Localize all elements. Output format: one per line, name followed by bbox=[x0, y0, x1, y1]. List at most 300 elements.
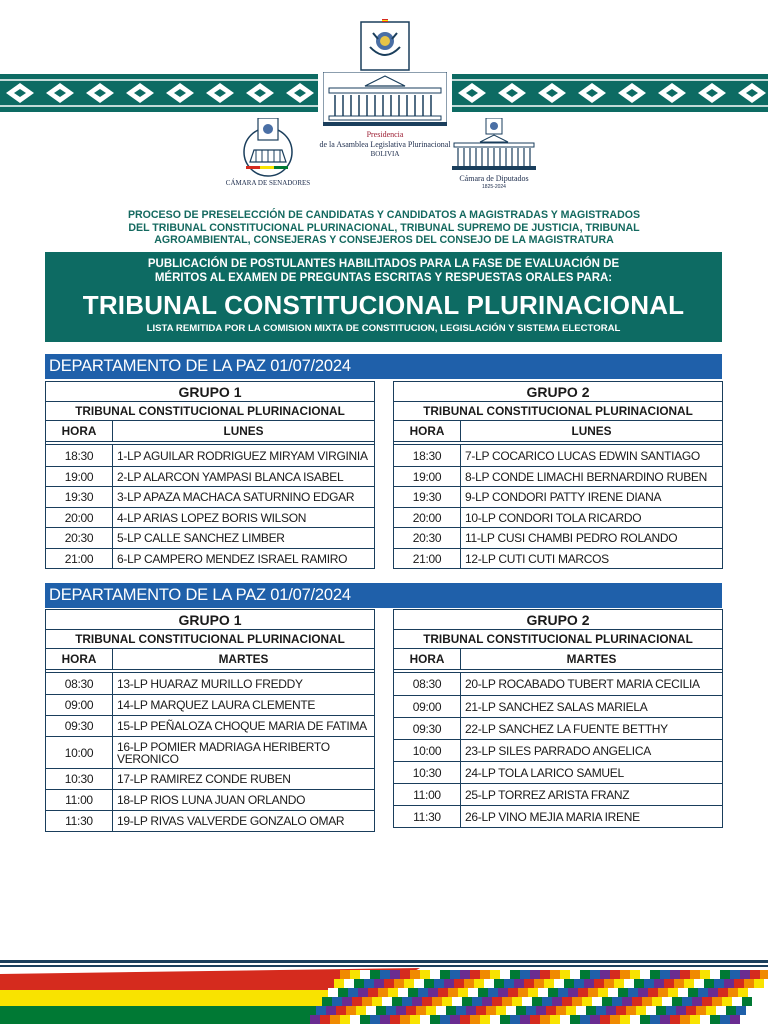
wiphala-square bbox=[566, 1006, 576, 1015]
wiphala-square bbox=[672, 997, 682, 1006]
wiphala-square bbox=[646, 1006, 656, 1015]
wiphala-square bbox=[400, 970, 410, 979]
wiphala-square bbox=[530, 1015, 540, 1024]
wiphala-square bbox=[340, 970, 350, 979]
wiphala-square bbox=[384, 979, 394, 988]
wiphala-square bbox=[716, 1006, 726, 1015]
time-cell: 09:00 bbox=[46, 695, 113, 715]
candidate-cell: 1-LP AGUILAR RODRIGUEZ MIRYAM VIRGINIA bbox=[117, 448, 368, 463]
wiphala-square bbox=[338, 988, 348, 997]
wiphala-square bbox=[440, 1015, 450, 1024]
wiphala-square bbox=[468, 988, 478, 997]
wiphala-square bbox=[490, 970, 500, 979]
publication-line-1: PUBLICACIÓN DE POSTULANTES HABILITADOS PARA LA FASE DE EVALUACIÓN DE bbox=[147, 258, 620, 270]
wiphala-square bbox=[348, 988, 358, 997]
group-title: GRUPO 1 bbox=[46, 382, 374, 402]
wiphala-square bbox=[544, 979, 554, 988]
wiphala-square bbox=[604, 979, 614, 988]
wiphala-square bbox=[394, 979, 404, 988]
wiphala-square bbox=[536, 1006, 546, 1015]
wiphala-square bbox=[630, 1015, 640, 1024]
wiphala-square bbox=[610, 1015, 620, 1024]
wiphala-square bbox=[364, 979, 374, 988]
wiphala-square bbox=[380, 970, 390, 979]
wiphala-square bbox=[668, 988, 678, 997]
wiphala-square bbox=[392, 997, 402, 1006]
candidate-cell: 2-LP ALARCON YAMPASI BLANCA ISABEL bbox=[117, 469, 344, 484]
palace-building-icon bbox=[323, 72, 447, 126]
table-body bbox=[394, 673, 722, 827]
wiphala-square bbox=[636, 1006, 646, 1015]
wiphala-square bbox=[526, 1006, 536, 1015]
wiphala-square bbox=[680, 1015, 690, 1024]
wiphala-square bbox=[434, 979, 444, 988]
commission-subtitle: LISTA REMITIDA POR LA COMISION MIXTA DE CONSTITUCION, LEGISLACIÓN Y SISTEMA ELECTORAL bbox=[146, 323, 621, 334]
wiphala-square bbox=[354, 979, 364, 988]
wiphala-square bbox=[490, 1015, 500, 1024]
wiphala-square bbox=[372, 997, 382, 1006]
wiphala-square bbox=[454, 979, 464, 988]
wiphala-square bbox=[404, 979, 414, 988]
wiphala-square bbox=[740, 970, 750, 979]
wiphala-square bbox=[432, 997, 442, 1006]
wiphala-square bbox=[366, 1006, 376, 1015]
time-cell: 20:30 bbox=[46, 528, 113, 548]
presidencia-logo bbox=[318, 14, 452, 158]
table-row bbox=[46, 445, 374, 466]
wiphala-square bbox=[594, 979, 604, 988]
wiphala-square bbox=[378, 988, 388, 997]
process-line-1: PROCESO DE PRESELECCIÓN DE CANDIDATAS Y CANDIDATOS A MAGISTRADAS Y MAGISTRADOS bbox=[127, 209, 641, 221]
candidate-cell: 7-LP COCARICO LUCAS EDWIN SANTIAGO bbox=[465, 448, 700, 463]
time-cell: 20:30 bbox=[394, 528, 461, 548]
wiphala-square bbox=[352, 997, 362, 1006]
wiphala-square bbox=[578, 988, 588, 997]
table-row bbox=[46, 466, 374, 486]
wiphala-square bbox=[414, 979, 424, 988]
wiphala-square bbox=[408, 988, 418, 997]
wiphala-square bbox=[514, 979, 524, 988]
table-row bbox=[394, 783, 722, 805]
wiphala-square bbox=[712, 997, 722, 1006]
table-body bbox=[46, 673, 374, 831]
table-row bbox=[394, 507, 722, 527]
wiphala-square bbox=[416, 1006, 426, 1015]
time-cell: 19:30 bbox=[46, 487, 113, 507]
time-cell: 20:00 bbox=[394, 508, 461, 527]
wiphala-square bbox=[530, 970, 540, 979]
wiphala-square bbox=[610, 970, 620, 979]
table-row bbox=[46, 810, 374, 831]
wiphala-square bbox=[580, 1015, 590, 1024]
header-pattern-band-left bbox=[0, 74, 318, 112]
wiphala-square bbox=[640, 970, 650, 979]
wiphala-square bbox=[624, 979, 634, 988]
wiphala-square bbox=[662, 997, 672, 1006]
wiphala-square bbox=[460, 1015, 470, 1024]
wiphala-square bbox=[698, 988, 708, 997]
wiphala-square bbox=[410, 970, 420, 979]
wiphala-square bbox=[436, 1006, 446, 1015]
day-header: MARTES bbox=[566, 652, 617, 666]
group-title: GRUPO 1 bbox=[46, 610, 374, 630]
table-row bbox=[46, 527, 374, 548]
time-cell: 11:30 bbox=[394, 806, 461, 827]
wiphala-square bbox=[638, 988, 648, 997]
candidate-cell: 13-LP HUARAZ MURILLO FREDDY bbox=[117, 676, 303, 691]
wiphala-square bbox=[620, 1015, 630, 1024]
wiphala-square bbox=[754, 979, 764, 988]
wiphala-square bbox=[472, 997, 482, 1006]
time-cell: 10:30 bbox=[394, 762, 461, 783]
wiphala-square bbox=[362, 997, 372, 1006]
table-row bbox=[46, 673, 374, 694]
wiphala-square bbox=[648, 988, 658, 997]
table-row bbox=[394, 717, 722, 739]
wiphala-square bbox=[650, 1015, 660, 1024]
table-row bbox=[394, 527, 722, 548]
wiphala-square bbox=[502, 997, 512, 1006]
wiphala-square bbox=[590, 970, 600, 979]
time-cell: 10:30 bbox=[46, 769, 113, 789]
wiphala-square bbox=[608, 988, 618, 997]
wiphala-square bbox=[702, 997, 712, 1006]
wiphala-square bbox=[360, 970, 370, 979]
hora-header: HORA bbox=[46, 421, 113, 441]
wiphala-square bbox=[728, 988, 738, 997]
hora-header: HORA bbox=[394, 421, 461, 441]
wiphala-square bbox=[328, 988, 338, 997]
wiphala-square bbox=[444, 979, 454, 988]
wiphala-square bbox=[724, 979, 734, 988]
group-tribunal: TRIBUNAL CONSTITUCIONAL PLURINACIONAL bbox=[46, 630, 374, 649]
wiphala-square bbox=[406, 1006, 416, 1015]
wiphala-square bbox=[410, 1015, 420, 1024]
wiphala-square bbox=[340, 1015, 350, 1024]
diputados-years: 1825-2024 bbox=[482, 184, 506, 190]
wiphala-square bbox=[690, 1015, 700, 1024]
wiphala-square bbox=[430, 970, 440, 979]
table-row bbox=[46, 548, 374, 568]
wiphala-square bbox=[310, 1015, 320, 1024]
wiphala-square bbox=[358, 988, 368, 997]
wiphala-square bbox=[474, 979, 484, 988]
senadores-caption: CÁMARA DE SENADORES bbox=[225, 179, 311, 187]
wiphala-square bbox=[320, 1015, 330, 1024]
candidate-cell: 12-LP CUTI CUTI MARCOS bbox=[465, 551, 609, 566]
candidate-cell: 6-LP CAMPERO MENDEZ ISRAEL RAMIRO bbox=[117, 551, 348, 566]
department-header: DEPARTAMENTO DE LA PAZ 01/07/2024 bbox=[45, 354, 722, 379]
wiphala-square bbox=[584, 979, 594, 988]
time-cell: 10:00 bbox=[46, 737, 113, 768]
wiphala-square bbox=[660, 970, 670, 979]
process-description bbox=[70, 209, 698, 247]
candidate-cell: 25-LP TORREZ ARISTA FRANZ bbox=[465, 787, 630, 802]
candidate-cell: 26-LP VINO MEJIA MARIA IRENE bbox=[465, 809, 640, 824]
coat-of-arms-icon bbox=[358, 19, 412, 73]
table-row bbox=[46, 694, 374, 715]
wiphala-square bbox=[428, 988, 438, 997]
wiphala-square bbox=[438, 988, 448, 997]
table-row bbox=[46, 715, 374, 736]
wiphala-square bbox=[686, 1006, 696, 1015]
wiphala-square bbox=[388, 988, 398, 997]
time-cell: 08:30 bbox=[394, 673, 461, 695]
wiphala-square bbox=[730, 970, 740, 979]
wiphala-square bbox=[450, 1015, 460, 1024]
wiphala-square bbox=[344, 979, 354, 988]
wiphala-square bbox=[550, 970, 560, 979]
deputies-building-icon bbox=[448, 118, 540, 174]
schedule-table-group-2 bbox=[393, 609, 723, 828]
wiphala-square bbox=[658, 988, 668, 997]
wiphala-square bbox=[506, 1006, 516, 1015]
wiphala-square bbox=[480, 1015, 490, 1024]
wiphala-square bbox=[700, 970, 710, 979]
wiphala-square bbox=[750, 970, 760, 979]
time-cell: 19:30 bbox=[394, 487, 461, 507]
wiphala-square bbox=[710, 1015, 720, 1024]
wiphala-square bbox=[550, 1015, 560, 1024]
wiphala-square bbox=[612, 997, 622, 1006]
wiphala-square bbox=[720, 1015, 730, 1024]
wiphala-square bbox=[732, 997, 742, 1006]
wiphala-square bbox=[316, 1006, 326, 1015]
wiphala-square bbox=[600, 1015, 610, 1024]
wiphala-square bbox=[528, 988, 538, 997]
wiphala-square bbox=[420, 1015, 430, 1024]
wiphala-square bbox=[470, 970, 480, 979]
wiphala-square bbox=[386, 1006, 396, 1015]
wiphala-square bbox=[540, 970, 550, 979]
wiphala-square bbox=[734, 979, 744, 988]
wiphala-square bbox=[666, 1006, 676, 1015]
wiphala-square bbox=[600, 970, 610, 979]
wiphala-square bbox=[718, 988, 728, 997]
wiphala-square bbox=[562, 997, 572, 1006]
schedule-table-group-1 bbox=[45, 609, 375, 832]
wiphala-square bbox=[330, 1015, 340, 1024]
wiphala-square bbox=[606, 1006, 616, 1015]
time-cell: 18:30 bbox=[46, 445, 113, 466]
wiphala-square bbox=[714, 979, 724, 988]
wiphala-square bbox=[674, 979, 684, 988]
wiphala-square bbox=[464, 979, 474, 988]
wiphala-square bbox=[332, 997, 342, 1006]
wiphala-square bbox=[522, 997, 532, 1006]
candidate-cell: 11-LP CUSI CHAMBI PEDRO ROLANDO bbox=[465, 531, 678, 545]
table-header bbox=[46, 649, 374, 670]
wiphala-square bbox=[360, 1015, 370, 1024]
wiphala-square bbox=[560, 1015, 570, 1024]
wiphala-square bbox=[588, 988, 598, 997]
wiphala-square bbox=[458, 988, 468, 997]
group-tribunal: TRIBUNAL CONSTITUCIONAL PLURINACIONAL bbox=[394, 402, 722, 421]
wiphala-square bbox=[516, 1006, 526, 1015]
wiphala-square bbox=[398, 988, 408, 997]
wiphala-square bbox=[342, 997, 352, 1006]
publication-line-2: MÉRITOS AL EXAMEN DE PREGUNTAS ESCRITAS Y RESPUESTAS ORALES PARA: bbox=[154, 272, 613, 284]
candidate-cell: 20-LP ROCABADO TUBERT MARIA CECILIA bbox=[465, 677, 700, 691]
wiphala-square bbox=[520, 970, 530, 979]
wiphala-square bbox=[322, 997, 332, 1006]
candidate-cell: 5-LP CALLE SANCHEZ LIMBER bbox=[117, 531, 285, 545]
hora-header: HORA bbox=[46, 649, 113, 669]
table-row bbox=[46, 736, 374, 768]
table-row bbox=[46, 486, 374, 507]
candidate-cell: 22-LP SANCHEZ LA FUENTE BETTHY bbox=[465, 721, 668, 736]
wiphala-square bbox=[546, 1006, 556, 1015]
wiphala-square bbox=[622, 997, 632, 1006]
presidencia-caption-3: BOLIVIA bbox=[370, 150, 400, 158]
time-cell: 21:00 bbox=[46, 549, 113, 568]
table-header bbox=[394, 649, 722, 670]
wiphala-square bbox=[334, 979, 344, 988]
wiphala-square bbox=[508, 988, 518, 997]
wiphala-square bbox=[694, 979, 704, 988]
wiphala-square bbox=[346, 1006, 356, 1015]
time-cell: 08:30 bbox=[46, 673, 113, 694]
wiphala-square bbox=[496, 1006, 506, 1015]
wiphala-square bbox=[710, 970, 720, 979]
wiphala-square bbox=[704, 979, 714, 988]
wiphala-square bbox=[634, 979, 644, 988]
wiphala-square bbox=[696, 1006, 706, 1015]
wiphala-square bbox=[644, 979, 654, 988]
diputados-logo bbox=[448, 118, 540, 190]
wiphala-square bbox=[450, 970, 460, 979]
wiphala-square bbox=[692, 997, 702, 1006]
wiphala-square bbox=[482, 997, 492, 1006]
wiphala-square bbox=[590, 1015, 600, 1024]
wiphala-square bbox=[630, 970, 640, 979]
wiphala-square bbox=[356, 1006, 366, 1015]
wiphala-square bbox=[382, 997, 392, 1006]
time-cell: 10:00 bbox=[394, 740, 461, 761]
wiphala-square bbox=[576, 1006, 586, 1015]
wiphala-square bbox=[380, 1015, 390, 1024]
wiphala-square bbox=[504, 979, 514, 988]
wiphala-square bbox=[620, 970, 630, 979]
wiphala-square bbox=[564, 979, 574, 988]
candidate-cell: 14-LP MARQUEZ LAURA CLEMENTE bbox=[117, 698, 316, 712]
group-tribunal: TRIBUNAL CONSTITUCIONAL PLURINACIONAL bbox=[46, 402, 374, 421]
wiphala-square bbox=[396, 1006, 406, 1015]
wiphala-square bbox=[400, 1015, 410, 1024]
diputados-caption: Cámara de Diputados bbox=[459, 174, 529, 183]
wiphala-square bbox=[554, 979, 564, 988]
wiphala-square bbox=[680, 970, 690, 979]
candidate-cell: 18-LP RIOS LUNA JUAN ORLANDO bbox=[117, 793, 306, 807]
group-title: GRUPO 2 bbox=[394, 610, 722, 630]
table-row bbox=[394, 739, 722, 761]
wiphala-square bbox=[582, 997, 592, 1006]
wiphala-square bbox=[642, 997, 652, 1006]
table-header bbox=[394, 421, 722, 442]
presidencia-caption-1: Presidencia bbox=[366, 130, 404, 139]
wiphala-square bbox=[650, 970, 660, 979]
table-row bbox=[394, 466, 722, 486]
wiphala-square bbox=[738, 988, 748, 997]
wiphala-square bbox=[586, 1006, 596, 1015]
publication-banner bbox=[45, 252, 722, 342]
wiphala-square bbox=[708, 988, 718, 997]
wiphala-square bbox=[640, 1015, 650, 1024]
wiphala-square bbox=[422, 997, 432, 1006]
candidate-cell: 16-LP POMIER MADRIAGA HERIBERTO VERONICO bbox=[117, 739, 330, 766]
wiphala-square bbox=[660, 1015, 670, 1024]
wiphala-square bbox=[462, 997, 472, 1006]
table-body bbox=[46, 445, 374, 568]
process-line-2: DEL TRIBUNAL CONSTITUCIONAL PLURINACIONAL, TRIBUNAL SUPREMO DE JUSTICIA, TRIBUNAL bbox=[128, 221, 640, 234]
wiphala-square bbox=[484, 979, 494, 988]
hora-header: HORA bbox=[394, 649, 461, 669]
wiphala-square bbox=[478, 988, 488, 997]
wiphala-square bbox=[552, 997, 562, 1006]
candidate-cell: 10-LP CONDORI TOLA RICARDO bbox=[465, 510, 642, 525]
wiphala-square bbox=[682, 997, 692, 1006]
time-cell: 20:00 bbox=[46, 508, 113, 527]
wiphala-square bbox=[678, 988, 688, 997]
wiphala-square bbox=[744, 979, 754, 988]
time-cell: 11:30 bbox=[46, 811, 113, 831]
wiphala-square bbox=[390, 1015, 400, 1024]
wiphala-square bbox=[430, 1015, 440, 1024]
wiphala-square bbox=[726, 1006, 736, 1015]
wiphala-square bbox=[700, 1015, 710, 1024]
candidate-cell: 21-LP SANCHEZ SALAS MARIELA bbox=[465, 699, 648, 714]
wiphala-square bbox=[512, 997, 522, 1006]
wiphala-square bbox=[598, 988, 608, 997]
table-row bbox=[394, 486, 722, 507]
wiphala-square bbox=[706, 1006, 716, 1015]
table-row bbox=[46, 507, 374, 527]
table-header bbox=[46, 421, 374, 442]
candidate-cell: 3-LP APAZA MACHACA SATURNINO EDGAR bbox=[117, 490, 355, 504]
wiphala-square bbox=[370, 1015, 380, 1024]
publication-heading bbox=[45, 257, 722, 285]
wiphala-square bbox=[486, 1006, 496, 1015]
process-line-3: AGROAMBIENTAL, CONSEJERAS Y CONSEJEROS DEL CONSEJO DE LA MAGISTRATURA bbox=[154, 234, 614, 246]
wiphala-square bbox=[456, 1006, 466, 1015]
header-pattern-band-right bbox=[452, 74, 768, 112]
wiphala-square bbox=[480, 970, 490, 979]
day-header: LUNES bbox=[571, 424, 612, 438]
candidate-cell: 19-LP RIVAS VALVERDE GONZALO OMAR bbox=[117, 814, 345, 828]
candidate-cell: 9-LP CONDORI PATTY IRENE DIANA bbox=[465, 490, 662, 504]
senadores-logo bbox=[222, 118, 314, 190]
time-cell: 11:00 bbox=[46, 790, 113, 810]
footer-flag-wiphala-band bbox=[0, 960, 768, 1024]
wiphala-square bbox=[402, 997, 412, 1006]
wiphala-square bbox=[656, 1006, 666, 1015]
wiphala-square bbox=[580, 970, 590, 979]
wiphala-square bbox=[418, 988, 428, 997]
wiphala-square bbox=[688, 988, 698, 997]
wiphala-square bbox=[420, 970, 430, 979]
wiphala-square bbox=[518, 988, 528, 997]
wiphala-square bbox=[614, 979, 624, 988]
candidate-cell: 23-LP SILES PARRADO ANGELICA bbox=[465, 743, 651, 758]
wiphala-square bbox=[722, 997, 732, 1006]
wiphala-square bbox=[424, 979, 434, 988]
wiphala-square bbox=[720, 970, 730, 979]
table-row bbox=[394, 695, 722, 717]
time-cell: 09:00 bbox=[394, 696, 461, 717]
wiphala-square bbox=[572, 997, 582, 1006]
wiphala-square bbox=[336, 1006, 346, 1015]
day-header: MARTES bbox=[218, 652, 269, 666]
